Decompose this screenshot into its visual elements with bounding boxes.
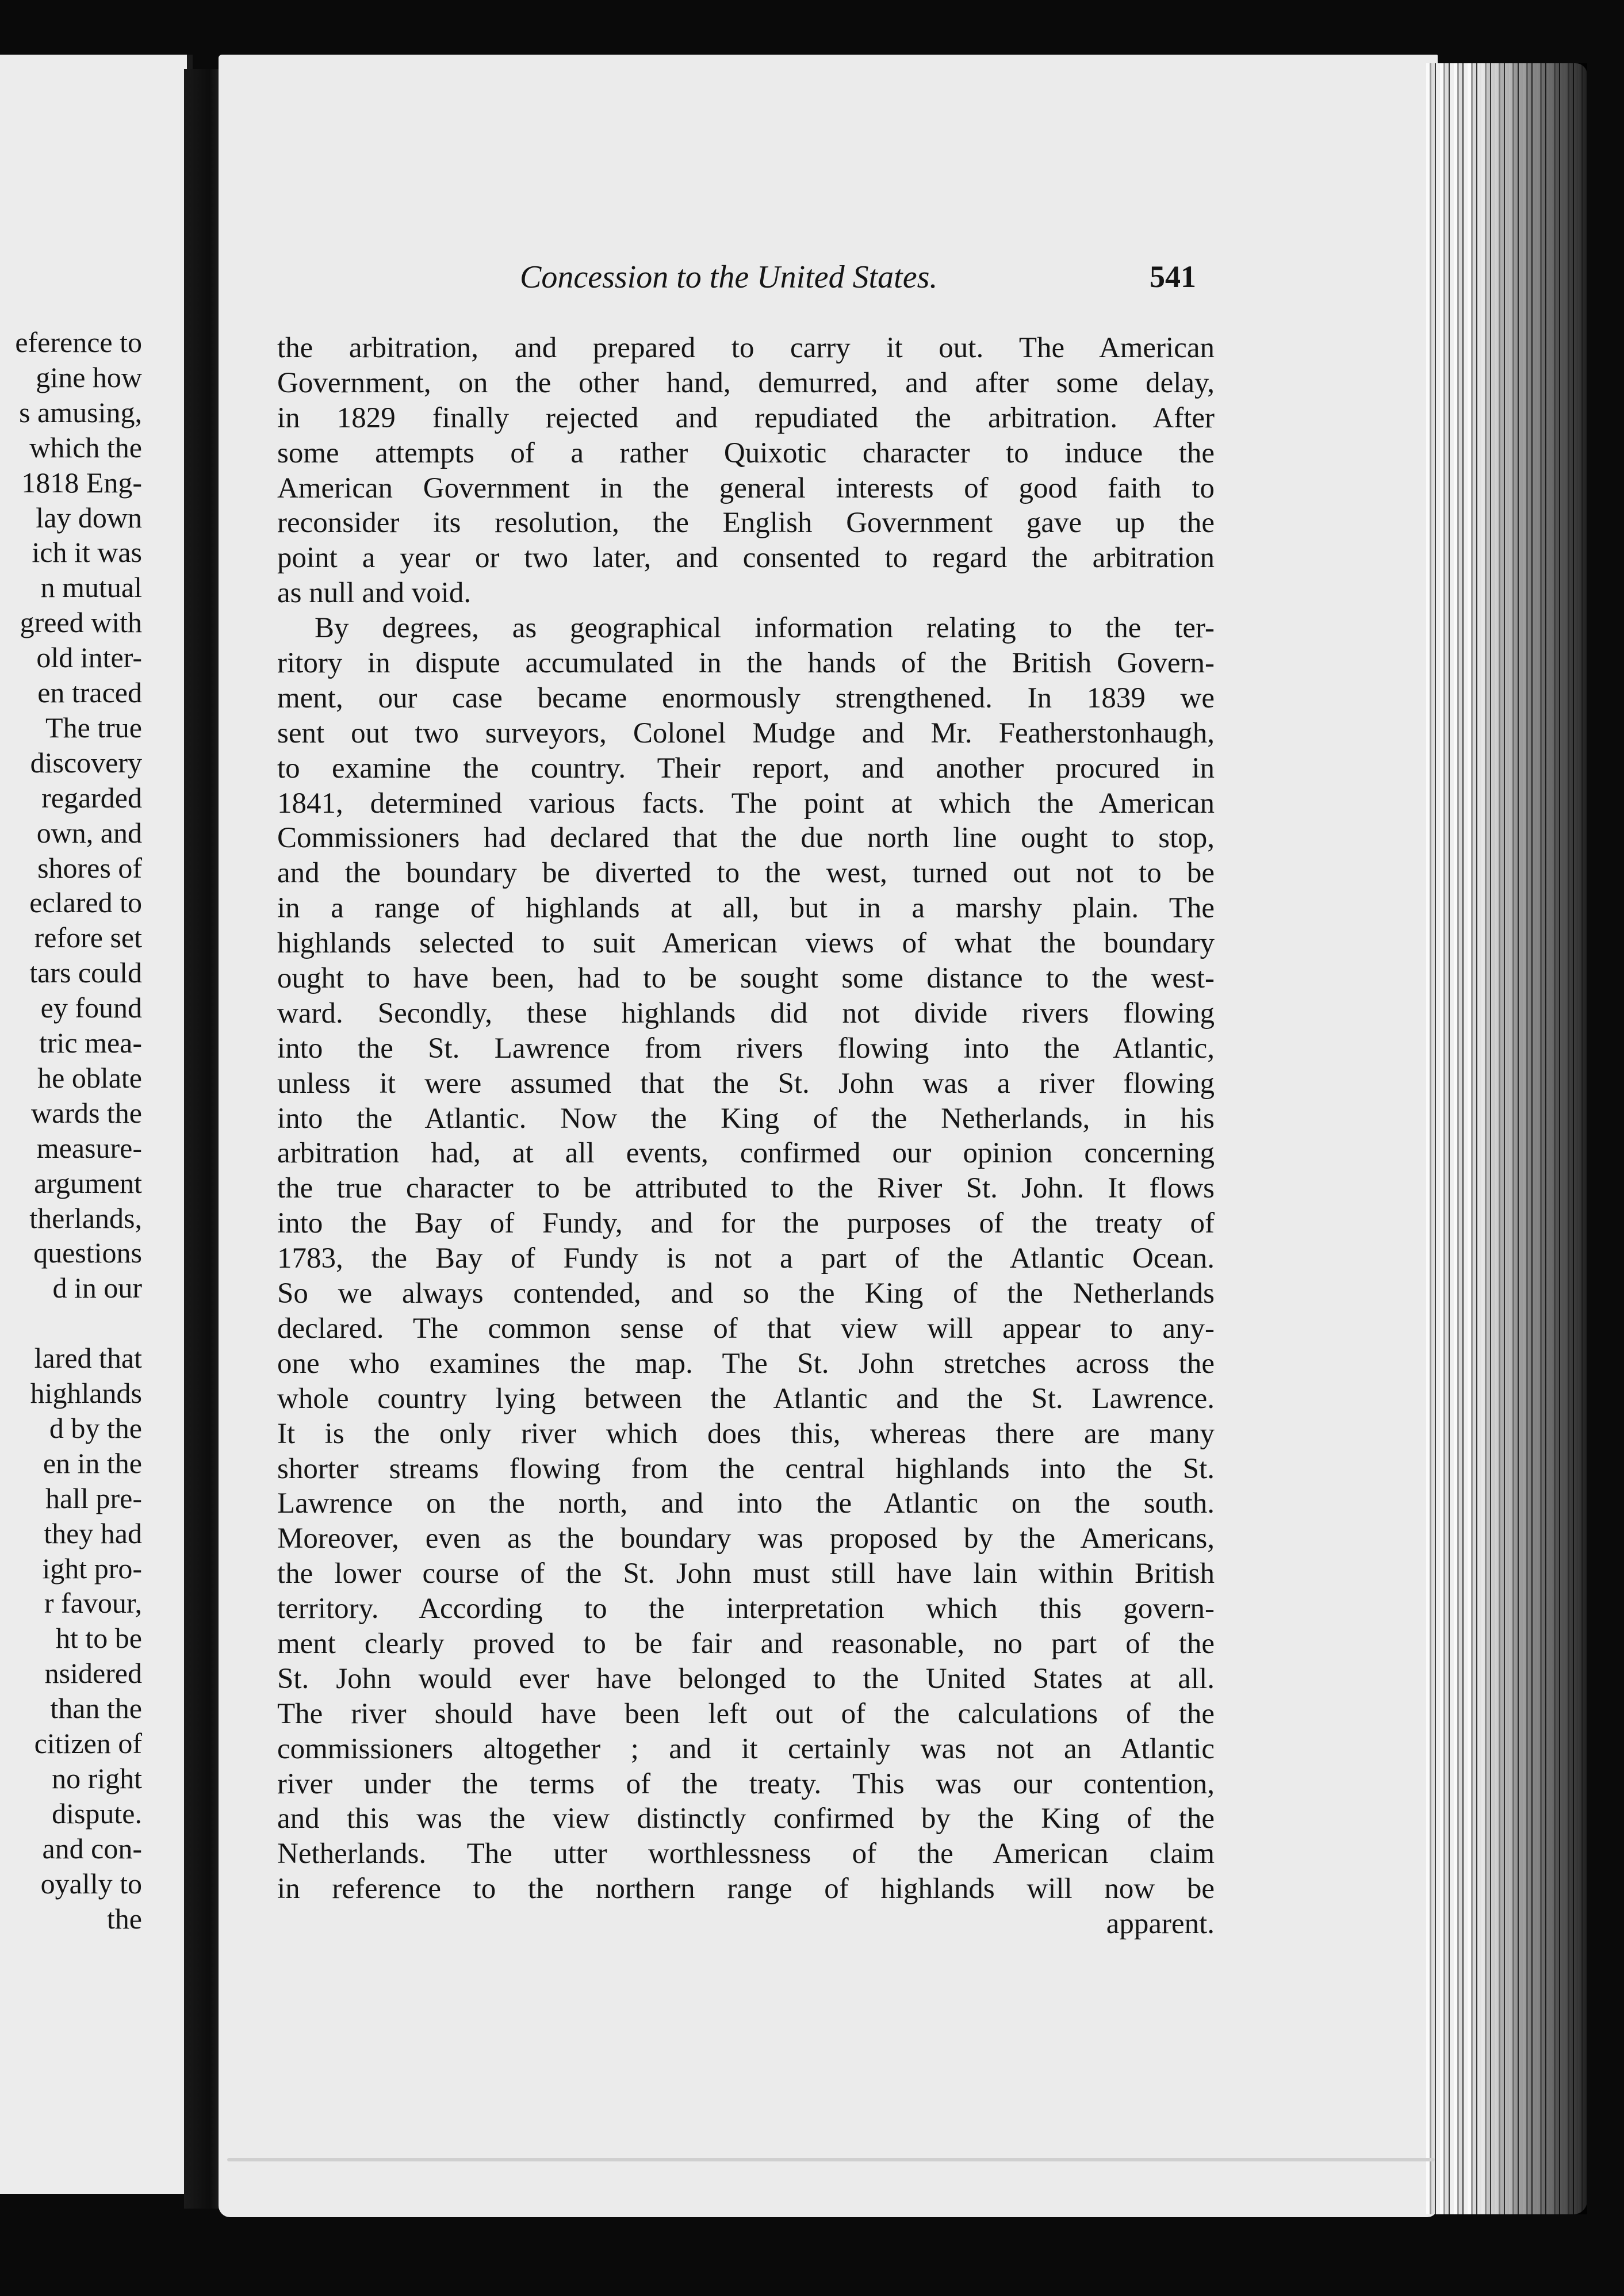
- left-page-line: measure-: [36, 1131, 142, 1164]
- left-page-line: eference to: [15, 326, 142, 358]
- body-line: highlands selected to suit American views of what the boundary: [277, 927, 1215, 960]
- body-line: territory. According to the interpretation which this govern-: [277, 1593, 1215, 1625]
- left-page-line: en in the: [43, 1447, 142, 1479]
- left-page-line: lay down: [36, 501, 142, 534]
- body-line: into the Bay of Fundy, and for the purposes of the treaty of: [277, 1207, 1215, 1240]
- body-line: ritory in dispute accumulated in the hands of the British Govern-: [277, 647, 1215, 680]
- body-line: So we always contended, and so the King of the Netherlands: [277, 1277, 1215, 1310]
- body-line: St. John would ever have belonged to the United States at all.: [277, 1662, 1215, 1695]
- body-text: [277, 331, 1215, 1942]
- body-line: into the St. Lawrence from rivers flowing into the Atlantic,: [277, 1032, 1215, 1065]
- left-page-line: 1818 Eng-: [21, 466, 142, 499]
- body-line: declared. The common sense of that view will appear to any-: [277, 1312, 1215, 1345]
- body-line: It is the only river which does this, whereas there are many: [277, 1417, 1215, 1450]
- body-line: reconsider its resolution, the English Government gave up the: [277, 507, 1215, 539]
- left-page-line: eclared to: [29, 886, 142, 919]
- body-line: 1783, the Bay of Fundy is not a part of the Atlantic Ocean.: [277, 1242, 1215, 1275]
- left-page-line: than the: [50, 1692, 142, 1725]
- page-bottom-edge: [227, 2158, 1435, 2161]
- left-page-line: wards the: [31, 1096, 142, 1129]
- body-line: Commissioners had declared that the due north line ought to stop,: [277, 822, 1215, 855]
- left-page-line: he oblate: [37, 1061, 142, 1094]
- left-page-line: tars could: [29, 956, 142, 989]
- running-title: Concession to the United States.: [520, 259, 938, 295]
- body-line: American Government in the general interests of good faith to: [277, 472, 1215, 504]
- body-line: ment clearly proved to be fair and reasonable, no part of the: [277, 1627, 1215, 1660]
- body-line: ment, our case became enormously strengthened. In 1839 we: [277, 682, 1215, 714]
- left-page: [0, 55, 193, 2194]
- left-page-line: d in our: [52, 1272, 142, 1304]
- body-line: commissioners altogether ; and it certainly was not an Atlantic: [277, 1732, 1215, 1765]
- left-page-line: old inter-: [36, 641, 142, 674]
- left-page-line: nsidered: [44, 1657, 142, 1690]
- left-page-line: refore set: [34, 921, 142, 954]
- left-page-line: ey found: [40, 992, 142, 1024]
- body-line: the true character to be attributed to the River St. John. It flows: [277, 1172, 1215, 1205]
- page-number: 541: [1150, 259, 1196, 294]
- left-page-line: gine how: [36, 361, 142, 393]
- left-page-line: which the: [29, 431, 142, 464]
- body-line: sent out two surveyors, Colonel Mudge and Mr. Featherstonhaugh,: [277, 717, 1215, 749]
- body-line: shorter streams flowing from the central highlands into the St.: [277, 1452, 1215, 1485]
- page-edges-shadow: [1472, 63, 1587, 2214]
- left-page-line: questions: [33, 1237, 142, 1269]
- body-line: point a year or two later, and consented to regard the arbitration: [277, 542, 1215, 575]
- left-page-line: own, and: [36, 816, 142, 849]
- body-line: Lawrence on the north, and into the Atlantic on the south.: [277, 1487, 1215, 1520]
- left-page-line: greed with: [20, 606, 142, 639]
- body-line: apparent.: [1106, 1908, 1215, 1941]
- left-page-line: ight pro-: [42, 1552, 142, 1585]
- body-line: river under the terms of the treaty. This was our contention,: [277, 1767, 1215, 1800]
- body-line: whole country lying between the Atlantic and the St. Lawrence.: [277, 1382, 1215, 1415]
- body-line: in 1829 finally rejected and repudiated the arbitration. After: [277, 401, 1215, 434]
- body-line: ought to have been, had to be sought some distance to the west-: [277, 962, 1215, 995]
- left-page-line: lared that: [34, 1342, 142, 1375]
- body-line: 1841, determined various facts. The point at which the American: [277, 787, 1215, 820]
- page-header: [506, 259, 1196, 305]
- body-line: as null and void.: [277, 577, 472, 610]
- left-page-line: n mutual: [40, 571, 142, 604]
- left-page-line: ich it was: [32, 536, 142, 569]
- body-line: Moreover, even as the boundary was proposed by the Americans,: [277, 1522, 1215, 1555]
- body-line: ward. Secondly, these highlands did not divide rivers flowing: [277, 997, 1215, 1030]
- body-line: Netherlands. The utter worthlessness of the American claim: [277, 1838, 1215, 1870]
- left-page-line: hall pre-: [45, 1482, 142, 1514]
- body-line: one who examines the map. The St. John stretches across the: [277, 1347, 1215, 1380]
- left-page-line: r favour,: [44, 1587, 142, 1620]
- body-line: By degrees, as geographical information relating to the ter-: [315, 612, 1215, 645]
- left-page-line: therlands,: [29, 1201, 142, 1234]
- left-page-line: shores of: [37, 851, 142, 884]
- body-line: the arbitration, and prepared to carry it out. The American: [277, 332, 1215, 364]
- body-line: into the Atlantic. Now the King of the Netherlands, in his: [277, 1102, 1215, 1135]
- left-page-line: ht to be: [56, 1622, 142, 1655]
- left-page-line: highlands: [30, 1377, 142, 1409]
- body-line: The river should have been left out of the calculations of the: [277, 1697, 1215, 1730]
- left-page-line: and con-: [42, 1832, 142, 1865]
- body-line: unless it were assumed that the St. John was a river flowing: [277, 1067, 1215, 1100]
- left-page-line: s amusing,: [19, 396, 142, 428]
- body-line: Government, on the other hand, demurred, and after some delay,: [277, 366, 1215, 399]
- body-line: to examine the country. Their report, and another procured in: [277, 752, 1215, 785]
- left-page-line: discovery: [30, 746, 142, 779]
- left-page-line: citizen of: [34, 1727, 142, 1759]
- left-page-line: tric mea-: [39, 1027, 142, 1059]
- left-page-line: The true: [45, 711, 142, 744]
- left-page-line: regarded: [41, 781, 142, 814]
- body-line: the lower course of the St. John must still have lain within British: [277, 1558, 1215, 1590]
- body-line: arbitration had, at all events, confirmed our opinion concerning: [277, 1137, 1215, 1170]
- left-page-line: no right: [52, 1762, 142, 1794]
- left-page-line: oyally to: [40, 1867, 142, 1900]
- body-line: and this was the view distinctly confirmed by the King of the: [277, 1803, 1215, 1835]
- left-page-line: argument: [34, 1166, 142, 1199]
- left-page-line: they had: [44, 1517, 142, 1549]
- left-page-line: dispute.: [52, 1797, 142, 1830]
- body-line: in a range of highlands at all, but in a marshy plain. The: [277, 892, 1215, 925]
- left-page-line: d by the: [49, 1411, 142, 1444]
- left-page-line: the: [106, 1902, 142, 1935]
- left-page-line: en traced: [37, 676, 142, 709]
- body-line: in reference to the northern range of highlands will now be: [277, 1873, 1215, 1905]
- body-line: some attempts of a rather Quixotic character to induce the: [277, 437, 1215, 469]
- body-line: and the boundary be diverted to the west, turned out not to be: [277, 857, 1215, 890]
